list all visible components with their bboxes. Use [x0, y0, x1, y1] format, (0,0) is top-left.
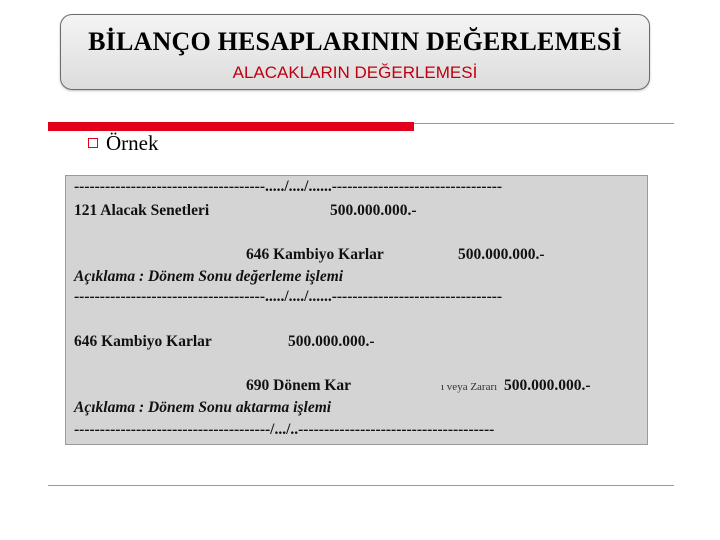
page-title: BİLANÇO HESAPLARININ DEĞERLEMESİ — [88, 27, 622, 56]
entry-note: Açıklama : Dönem Sonu değerleme işlemi — [74, 268, 344, 285]
bullet-square-icon — [88, 138, 98, 148]
credit-amount: 500.000.000.- — [504, 377, 591, 394]
credit-account: 690 Dönem Kar — [246, 377, 352, 394]
debit-amount: 500.000.000.- — [330, 202, 417, 219]
journal-row — [74, 288, 639, 312]
divider-top — [414, 123, 674, 124]
journal-row — [74, 333, 639, 357]
journal-row — [74, 399, 639, 423]
debit-account: 646 Kambiyo Karlar — [74, 333, 212, 350]
page-subtitle: ALACAKLARIN DEĞERLEMESİ — [232, 63, 478, 82]
section-label: Örnek — [106, 131, 159, 155]
accent-bar — [48, 122, 414, 131]
journal-row — [74, 178, 639, 202]
journal-row — [74, 377, 639, 401]
entry-separator: -------------------------------------...../..../......--------------------------------- — [74, 288, 503, 305]
journal-row — [74, 421, 639, 445]
debit-account: 121 Alacak Senetleri — [74, 202, 210, 219]
credit-amount: 500.000.000.- — [458, 246, 545, 263]
divider-bottom — [48, 485, 674, 486]
entry-separator: -------------------------------------...../..../......--------------------------------- — [74, 178, 503, 195]
journal-row — [74, 246, 639, 270]
debit-amount: 500.000.000.- — [288, 333, 375, 350]
credit-account: 646 Kambiyo Karlar — [246, 246, 384, 263]
journal-image — [65, 175, 648, 445]
title-box — [60, 14, 650, 90]
credit-prefix: ı veya Zararı — [441, 381, 498, 393]
journal-row — [74, 202, 639, 226]
entry-note: Açıklama : Dönem Sonu aktarma işlemi — [74, 399, 332, 416]
entry-separator: --------------------------------------/.../..-------------------------------------- — [74, 421, 495, 438]
